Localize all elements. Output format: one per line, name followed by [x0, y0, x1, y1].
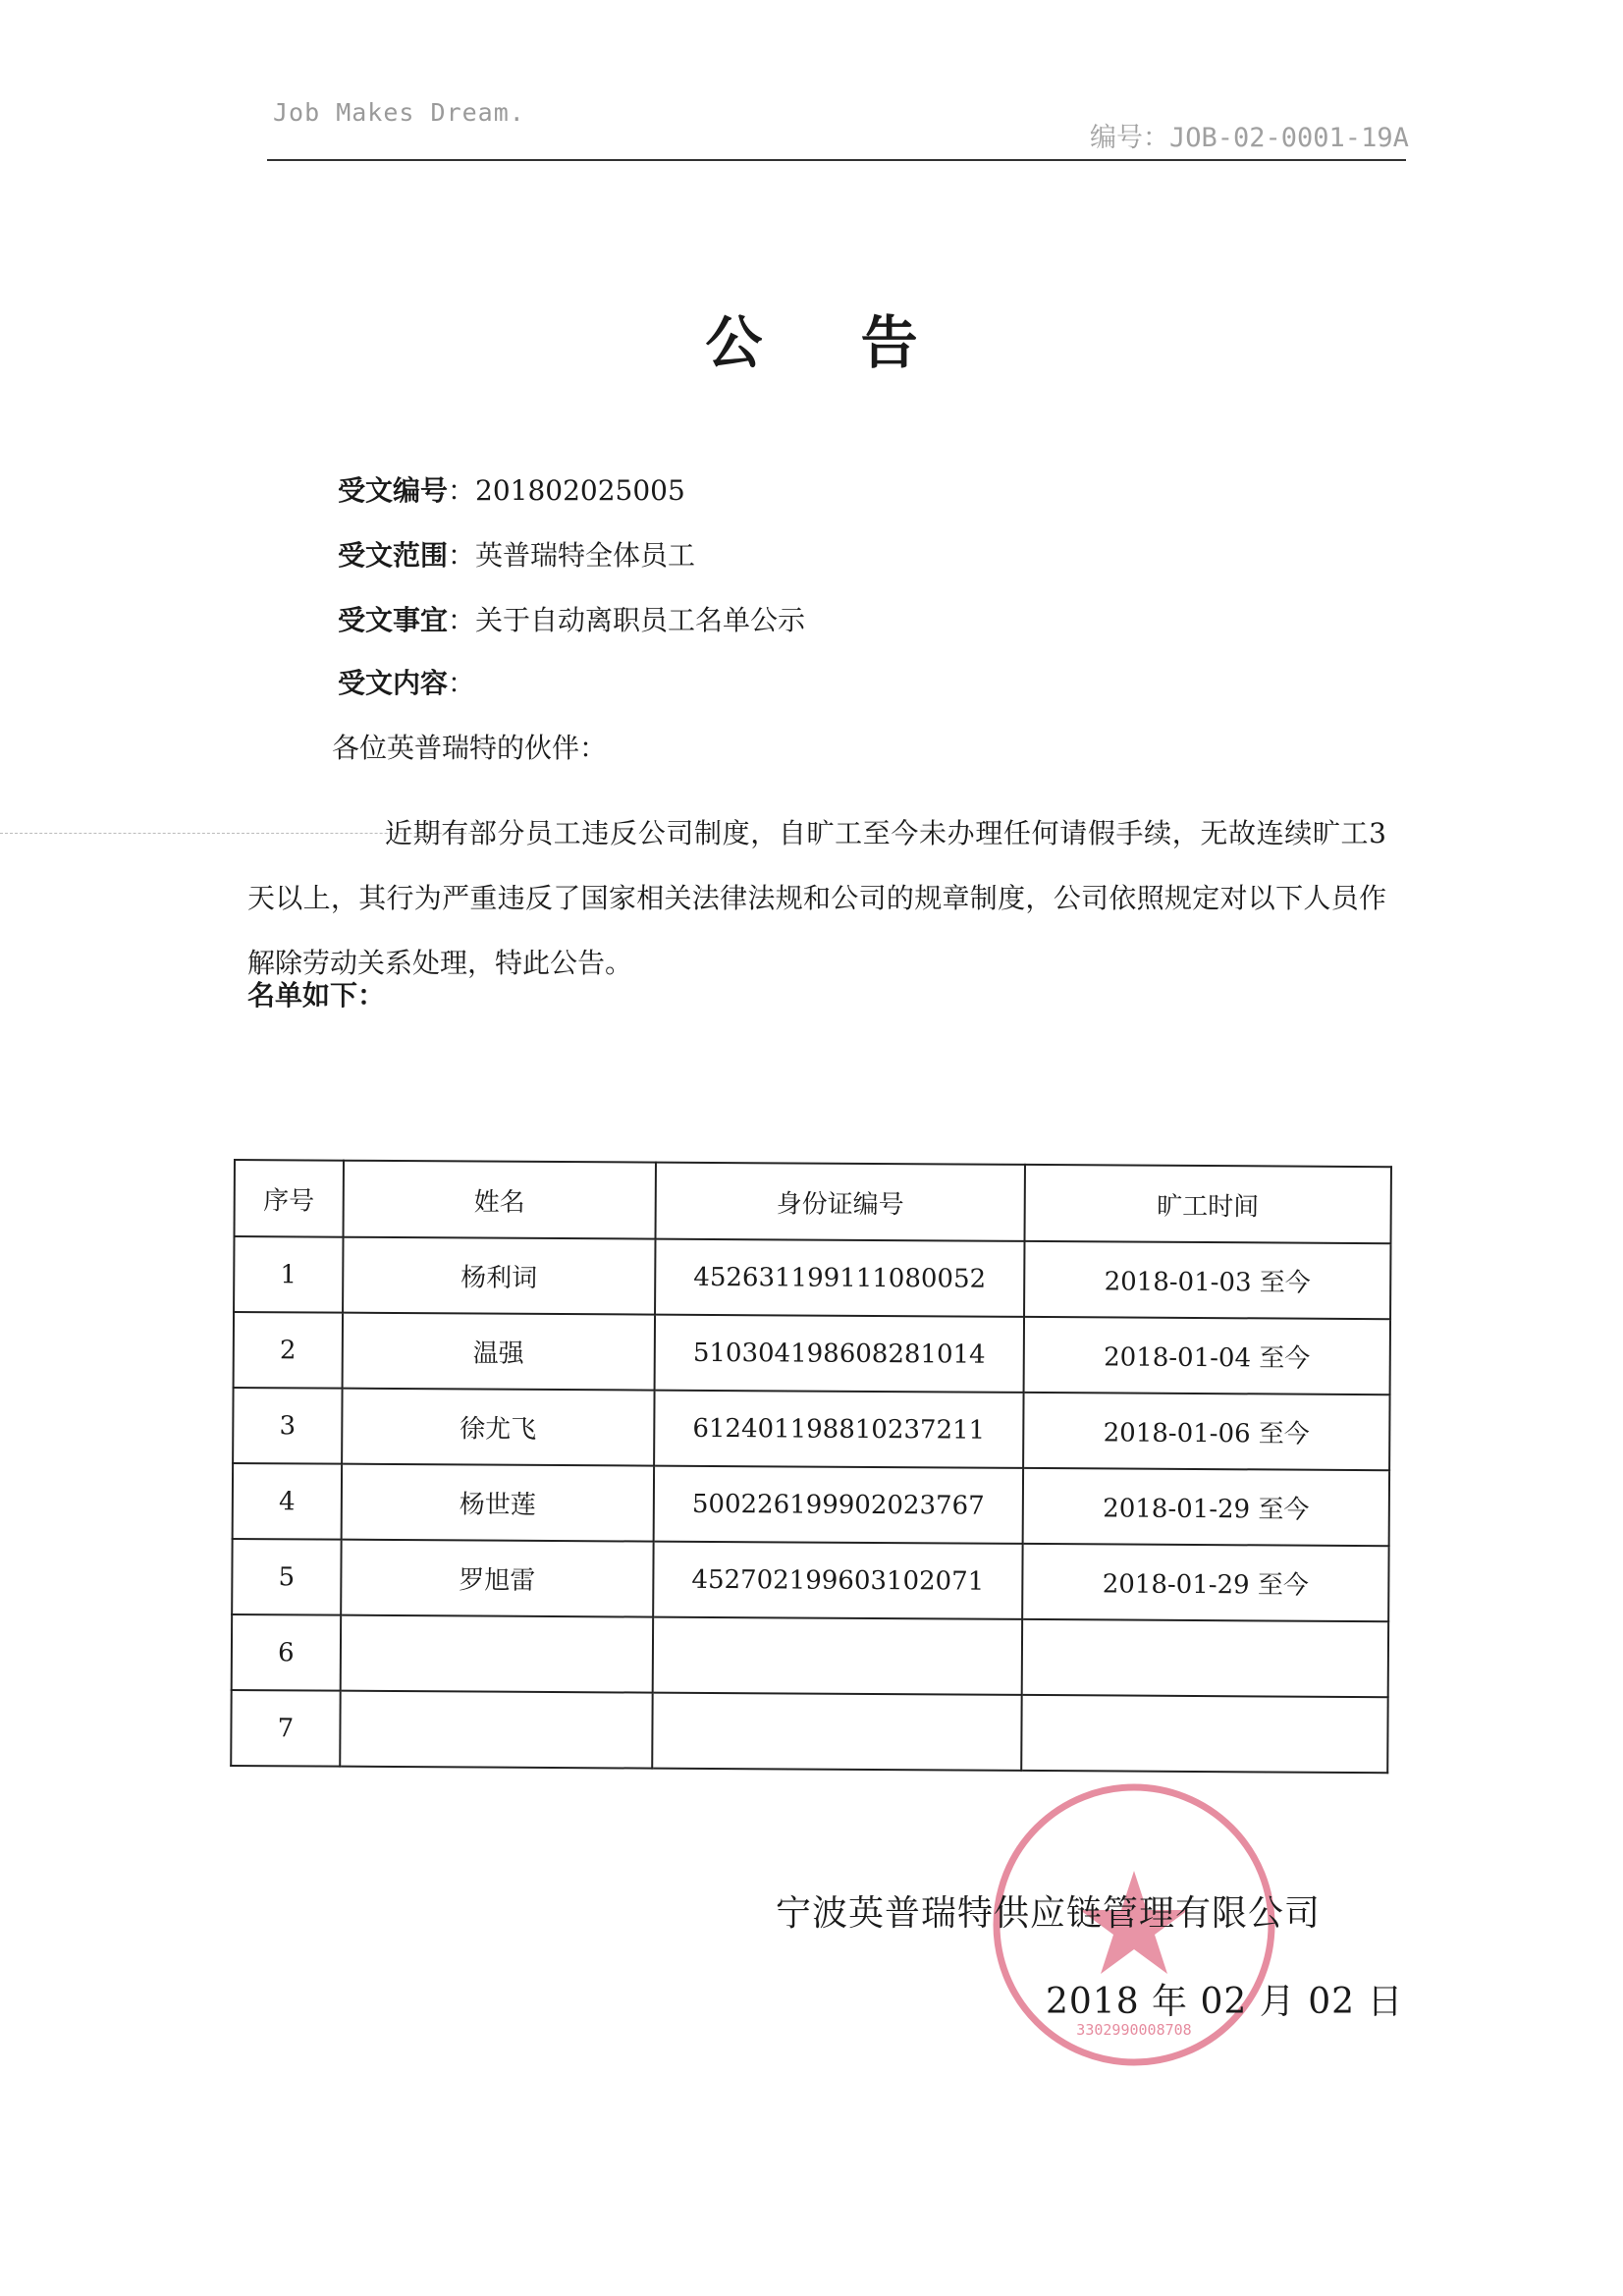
table-row — [233, 1463, 1389, 1546]
cell-absence-date: 2018-01-29 至今 — [1022, 1544, 1389, 1621]
cell-absence-date: 2018-01-04 至今 — [1023, 1317, 1390, 1394]
column-header-name: 姓名 — [343, 1161, 656, 1239]
table-row — [232, 1539, 1388, 1621]
cell-name: 温强 — [342, 1313, 655, 1391]
table-row — [231, 1690, 1387, 1773]
field-separator: ： — [448, 667, 476, 699]
cell-name — [340, 1691, 653, 1769]
cell-id-number: 500226199902023767 — [654, 1466, 1023, 1544]
field-doc-number — [338, 469, 685, 509]
field-label: 受文编号 — [338, 474, 449, 507]
field-label: 受文范围 — [338, 539, 449, 572]
table-row — [233, 1388, 1389, 1470]
cell-number: 2 — [234, 1312, 343, 1389]
cell-name: 杨世莲 — [342, 1464, 655, 1542]
field-scope — [338, 534, 695, 574]
cell-number: 3 — [233, 1388, 342, 1464]
cell-absence-date: 2018-01-29 至今 — [1023, 1468, 1390, 1546]
cell-number: 7 — [231, 1690, 340, 1767]
table-row — [234, 1236, 1390, 1319]
cell-name: 杨利词 — [343, 1237, 656, 1315]
cell-absence-date — [1022, 1619, 1389, 1697]
cell-name: 罗旭雷 — [341, 1540, 654, 1617]
field-separator: ： — [448, 474, 476, 507]
page-title: 公 告 — [705, 309, 957, 376]
cell-number: 5 — [232, 1539, 341, 1615]
field-label: 受文事宜 — [338, 604, 449, 636]
cell-name: 徐尤飞 — [342, 1389, 655, 1466]
issuer-company: 宁波英普瑞特供应链管理有限公司 — [776, 1893, 1322, 1934]
column-header-id-number: 身份证编号 — [655, 1163, 1024, 1241]
seal-number: 3302990008708 — [1076, 2021, 1192, 2039]
list-heading: 名单如下： — [247, 979, 386, 1011]
field-content — [338, 662, 475, 701]
field-label: 受文内容 — [338, 667, 449, 699]
table-row — [234, 1312, 1390, 1394]
field-subject — [338, 599, 805, 638]
table-header-row — [235, 1160, 1391, 1243]
column-header-absence-date: 旷工时间 — [1024, 1165, 1391, 1243]
cell-id-number: 452702199603102071 — [653, 1542, 1022, 1619]
header-slogan: Job Makes Dream. — [273, 98, 525, 127]
field-value: 关于自动离职员工名单公示 — [475, 604, 806, 636]
header-divider — [267, 159, 1406, 161]
cell-name — [341, 1615, 654, 1693]
cell-absence-date: 2018-01-03 至今 — [1024, 1241, 1391, 1319]
field-value: 201802025005 — [475, 474, 685, 507]
cell-id-number: 612401198810237211 — [654, 1391, 1023, 1468]
employee-table — [230, 1159, 1392, 1774]
body-paragraph: 近期有部分员工违反公司制度，自旷工至今未办理任何请假手续，无故连续旷工3天以上，其行为严重违反了国家相关法律法规和公司的规章制度，公司依照规定对以下人员作解除劳动关系处理，特此公告。 — [247, 817, 1386, 979]
cell-id-number — [652, 1693, 1021, 1771]
cell-id-number: 510304198608281014 — [655, 1315, 1024, 1393]
cell-number: 1 — [234, 1236, 343, 1313]
greeting: 各位英普瑞特的伙伴： — [332, 732, 608, 764]
column-header-number: 序号 — [235, 1160, 344, 1237]
cell-absence-date — [1021, 1695, 1388, 1773]
cell-absence-date: 2018-01-06 至今 — [1023, 1393, 1390, 1470]
cell-number: 6 — [232, 1614, 341, 1691]
document-code: 编号：JOB-02-0001-19A — [1090, 123, 1409, 153]
table-row — [232, 1614, 1388, 1697]
field-separator: ： — [448, 604, 476, 636]
field-separator: ： — [448, 539, 476, 572]
cell-id-number — [653, 1617, 1022, 1695]
issue-date: 2018 年 02 月 02 日 — [1046, 1982, 1404, 2022]
field-value: 英普瑞特全体员工 — [475, 539, 696, 572]
cell-id-number: 452631199111080052 — [655, 1239, 1024, 1317]
cell-number: 4 — [233, 1463, 342, 1540]
